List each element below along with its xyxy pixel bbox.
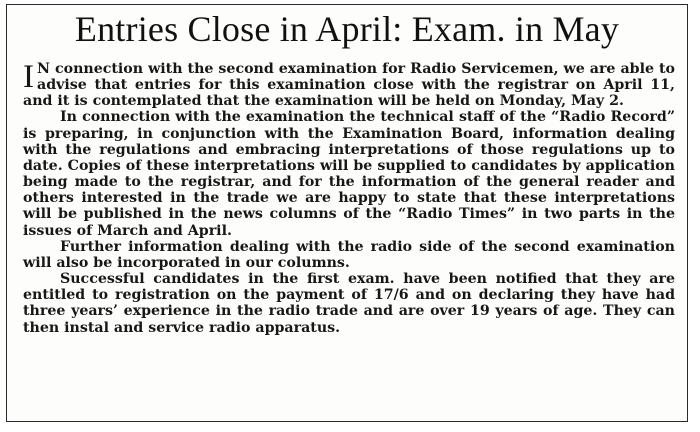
article-body: [23, 61, 675, 336]
drop-cap: I: [23, 59, 34, 95]
article-headline: Entries Close in April: Exam. in May: [74, 9, 620, 49]
article-paragraph-1: [23, 61, 675, 109]
article-paragraph-4: Successful candidates in the first exam. have been notified that they are entitled to registration on the payment of 17/6 and on declaring they have had three years’ experience in the radio trade and are over 19 years of age. They can then instal and service radio apparatus.: [23, 271, 675, 336]
news-clipping: [6, 4, 688, 422]
article-paragraph-2: In connection with the examination the technical staff of the “Radio Record” is preparing, in conjunction with the Examination Board, information dealing with the regulations and embracing interpretations of those regulations up to date. Copies of these interpretations will be supplied to candidates by application being made to the registrar, and for the information of the general reader and others interested in the trade we are happy to state that these interpretations will be published in the news columns of the “Radio Times” in two parts in the issues of March and April.: [23, 109, 675, 239]
article-paragraph-3: Further information dealing with the radio side of the second examination will also be incorporated in our columns.: [23, 238, 675, 271]
paragraph-1-text: N connection with the second examination for Radio Servicemen, we are able to advise that entries for this examination close with the registrar on April 11, and it is contemplated that the examination will be held on Monday, May 2.: [23, 61, 675, 110]
